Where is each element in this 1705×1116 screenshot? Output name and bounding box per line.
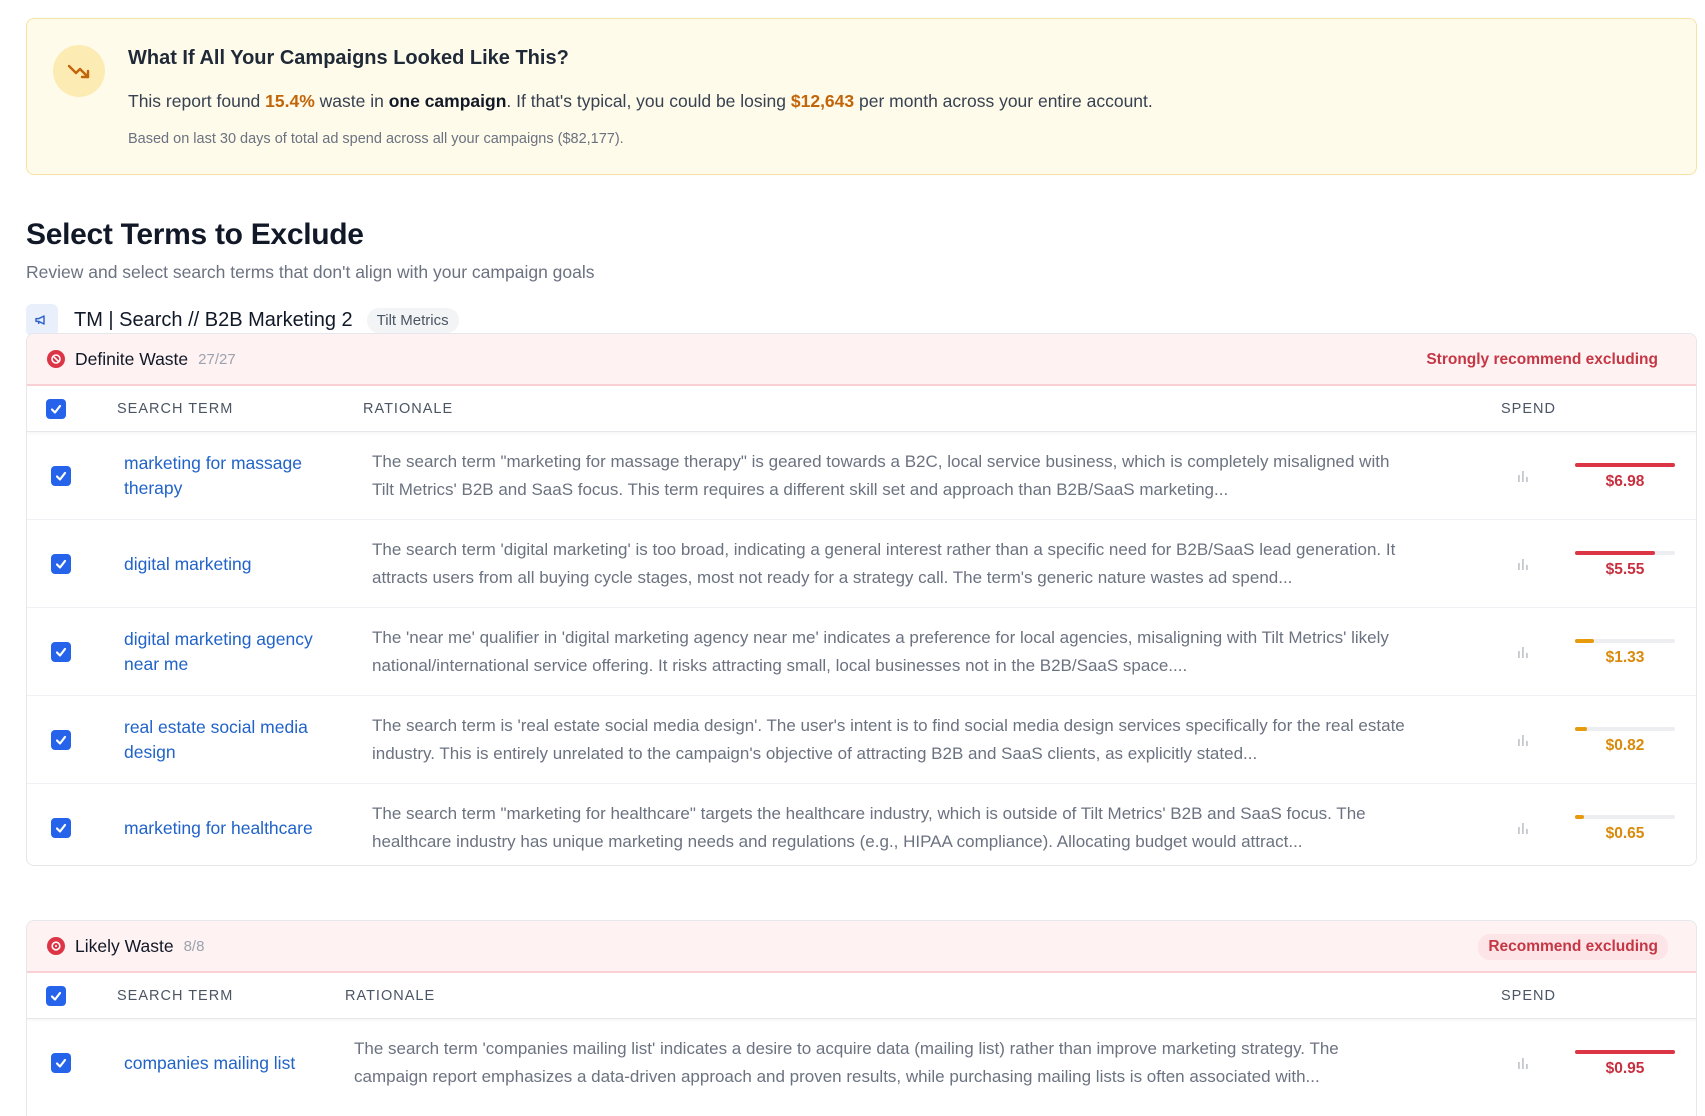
table-header [27, 386, 1696, 432]
rationale-text: The 'near me' qualifier in 'digital marketing agency near me' indicates a preference for local agencies, misaligning with Tilt Metrics' likely national/international service offering. It risks attracting small, local businesses not in the B2B/SaaS space.... [372, 628, 1389, 675]
spend-bar [1575, 1050, 1675, 1054]
waste-percent: 15.4% [265, 91, 315, 111]
row-checkbox[interactable] [51, 730, 71, 750]
column-spend[interactable]: SPEND [1501, 401, 1556, 417]
spend-bar-fill [1575, 463, 1675, 467]
bar-chart-icon[interactable] [1516, 645, 1530, 659]
spend-bar [1575, 727, 1675, 731]
group-count: 27/27 [198, 350, 236, 368]
spend-bar-fill [1575, 727, 1587, 731]
group-header[interactable] [27, 921, 1696, 973]
megaphone-icon [26, 304, 58, 336]
spend-value: $0.65 [1605, 825, 1645, 842]
trending-down-icon [53, 45, 105, 97]
row-checkbox[interactable] [51, 1053, 71, 1073]
column-search-term[interactable]: SEARCH TERM [117, 988, 234, 1004]
group-definite-waste [26, 333, 1697, 866]
bar-chart-icon[interactable] [1516, 821, 1530, 835]
search-term-link[interactable]: digital marketing [124, 554, 252, 574]
search-term-link[interactable]: digital marketing agency near me [124, 629, 313, 674]
rationale-text: The search term 'companies mailing list' indicates a desire to acquire data (mailing list) rather than improve marketing strategy. The campaign report emphasizes a data-driven approach and proven results, while purchasing mailing lists is often associated with... [354, 1039, 1339, 1086]
waste-scope: one campaign [388, 91, 507, 111]
table-row[interactable] [27, 1019, 1696, 1107]
rationale-text: The search term "marketing for massage therapy" is geared towards a B2C, local service business, which is completely misaligned with Tilt Metrics' B2B and SaaS focus. This term requires a different skill set and approach than B2B/SaaS marketing... [372, 452, 1390, 499]
spend-bar-fill [1575, 551, 1655, 555]
spend-bar [1575, 815, 1675, 819]
select-all-checkbox[interactable] [46, 986, 66, 1006]
table-row[interactable] [27, 784, 1696, 866]
bar-chart-icon[interactable] [1516, 557, 1530, 571]
projection-banner [26, 18, 1697, 175]
group-likely-waste [26, 920, 1697, 1116]
row-checkbox[interactable] [51, 554, 71, 574]
group-name: Likely Waste [75, 935, 174, 956]
row-checkbox[interactable] [51, 466, 71, 486]
group-recommendation: Recommend excluding [1478, 934, 1668, 960]
page-title: Select Terms to Exclude [26, 218, 364, 251]
spend-value: $0.95 [1605, 1060, 1645, 1077]
block-icon [47, 350, 65, 368]
table-header [27, 973, 1696, 1019]
column-spend[interactable]: SPEND [1501, 988, 1556, 1004]
banner-text: This report found 15.4% waste in one campaign. If that's typical, you could be losing $12,643 per month across your entire account. [128, 91, 1153, 111]
spend-bar [1575, 463, 1675, 467]
group-count: 8/8 [183, 937, 205, 955]
bar-chart-icon[interactable] [1516, 469, 1530, 483]
banner-note: Based on last 30 days of total ad spend across all your campaigns ($82,177). [128, 131, 624, 147]
spend-bar-fill [1575, 639, 1594, 643]
table-row[interactable] [27, 520, 1696, 608]
table-row[interactable] [27, 608, 1696, 696]
group-recommendation: Strongly recommend excluding [1426, 351, 1658, 368]
search-term-link[interactable]: real estate social media design [124, 717, 308, 762]
account-tag: Tilt Metrics [367, 308, 459, 333]
spend-bar [1575, 551, 1675, 555]
table-row[interactable] [27, 696, 1696, 784]
campaign-name: TM | Search // B2B Marketing 2 [74, 308, 353, 331]
spend-value: $6.98 [1605, 473, 1645, 490]
select-all-checkbox[interactable] [46, 399, 66, 419]
search-term-link[interactable]: companies mailing list [124, 1053, 296, 1073]
column-search-term[interactable]: SEARCH TERM [117, 401, 234, 417]
bar-chart-icon[interactable] [1516, 1056, 1530, 1070]
row-checkbox[interactable] [51, 818, 71, 838]
spend-value: $1.33 [1605, 649, 1645, 666]
spend-value: $5.55 [1605, 561, 1645, 578]
column-rationale: RATIONALE [363, 401, 454, 417]
projected-loss: $12,643 [790, 91, 855, 111]
column-rationale: RATIONALE [345, 988, 436, 1004]
search-term-link[interactable]: marketing for massage therapy [124, 453, 302, 498]
alert-circle-icon [47, 937, 65, 955]
spend-bar-fill [1575, 815, 1584, 819]
bar-chart-icon[interactable] [1516, 733, 1530, 747]
spend-bar-fill [1575, 1050, 1675, 1054]
spend-bar [1575, 639, 1675, 643]
rationale-text: The search term is 'real estate social media design'. The user's intent is to find social media design services specifically for the real estate industry. This is entirely unrelated to the campaign's objective of attracting B2B and SaaS clients, as explicitly stated... [372, 716, 1405, 763]
page-subtitle: Review and select search terms that don't align with your campaign goals [26, 262, 595, 282]
spend-value: $0.82 [1605, 737, 1645, 754]
rationale-text: The search term "marketing for healthcare" targets the healthcare industry, which is outside of Tilt Metrics' B2B and SaaS focus. The healthcare industry has unique marketing needs and regulations (e.g., HIPAA compliance). Allocating budget would attract... [372, 804, 1366, 851]
row-checkbox[interactable] [51, 642, 71, 662]
group-header[interactable] [27, 334, 1696, 386]
banner-title: What If All Your Campaigns Looked Like This? [128, 47, 569, 69]
campaign-header [26, 304, 459, 336]
group-name: Definite Waste [75, 348, 189, 369]
table-row[interactable] [27, 432, 1696, 520]
search-term-link[interactable]: marketing for healthcare [124, 818, 313, 838]
rationale-text: The search term 'digital marketing' is too broad, indicating a general interest rather than a specific need for B2B/SaaS lead generation. It attracts users from all buying cycle stages, most not ready for a strategy call. The term's generic nature wastes ad spend... [372, 540, 1396, 587]
